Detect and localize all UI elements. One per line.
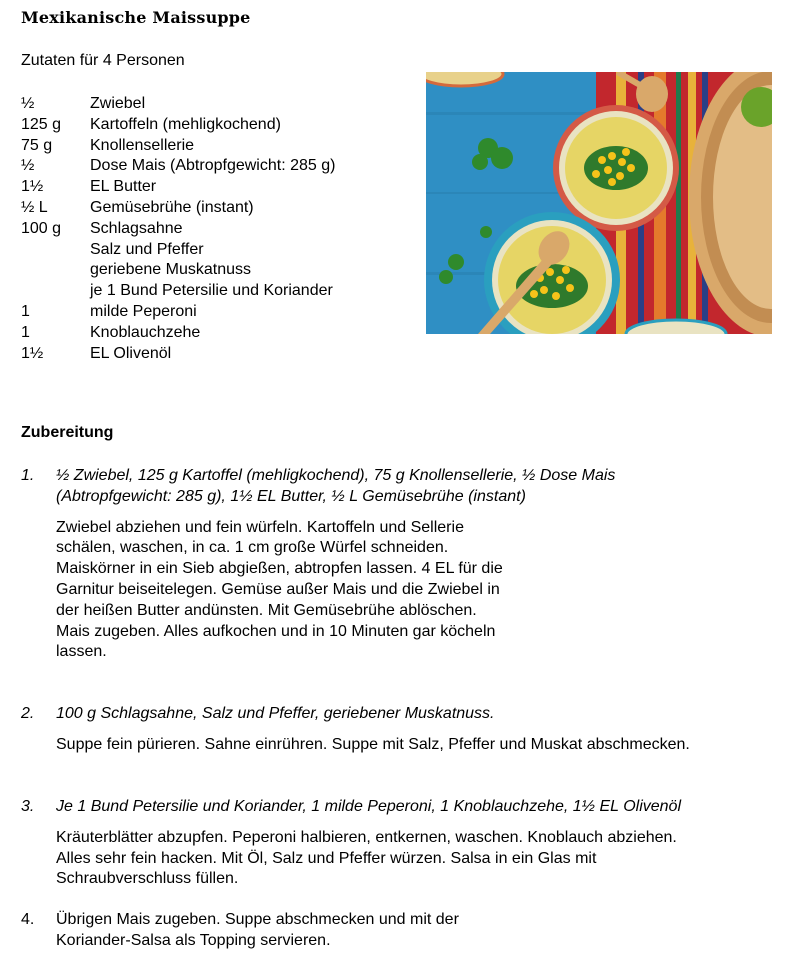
step-4: [21, 910, 781, 952]
ingredient-name: Schlagsahne: [90, 219, 183, 237]
preparation-heading: Zubereitung: [21, 424, 114, 441]
ingredient-name: Dose Mais (Abtropfgewicht: 285 g): [90, 157, 336, 175]
ingredient-name: geriebene Muskatnuss: [90, 261, 251, 279]
step-ingredients: Je 1 Bund Petersilie und Koriander, 1 milde Peperoni, 1 Knoblauchzehe, 1½ EL Olivenöl: [56, 798, 681, 815]
step-instructions: Übrigen Mais zugeben. Suppe abschmecken und mit der Koriander-Salsa als Topping servieren.: [56, 911, 459, 949]
step-number: 2.: [21, 705, 35, 722]
ingredient-amount: ½: [21, 95, 35, 112]
step-ingredients: ½ Zwiebel, 125 g Kartoffel (mehligkochend), 75 g Knollensellerie, ½ Dose Mais (Abtropfgewicht: 285 g), 1½ EL Butter, ½ L Gemüsebrühe (instant): [56, 467, 616, 505]
soup-photo: [426, 72, 772, 334]
step-1: [21, 466, 781, 663]
ingredient-name: Knollensellerie: [90, 136, 195, 154]
ingredient-amount: 1: [21, 323, 30, 341]
ingredient-amount: 75 g: [21, 136, 53, 154]
step-number: 3.: [21, 798, 35, 815]
servings-label: Zutaten für 4 Personen: [21, 52, 185, 69]
ingredient-amount: ½: [21, 157, 35, 175]
ingredient-amount: 125 g: [21, 115, 62, 133]
step-2: [21, 704, 781, 756]
step-ingredients: 100 g Schlagsahne, Salz und Pfeffer, geriebener Muskatnuss.: [56, 705, 495, 722]
ingredient-name: Salz und Pfeffer: [90, 240, 204, 258]
ingredient-amount: 100 g: [21, 219, 62, 237]
ingredient-amount: 1½: [21, 178, 44, 196]
recipe-title: Mexikanische Maissuppe: [21, 8, 251, 27]
ingredient-amount: 1: [21, 302, 30, 320]
ingredient-name: je 1 Bund Petersilie und Koriander: [90, 282, 333, 300]
step-number: 1.: [21, 467, 35, 484]
step-instructions: Kräuterblätter abzupfen. Peperoni halbieren, entkernen, waschen. Knoblauch abziehen. Alles sehr fein hacken. Mit Öl, Salz und Pfeffer würzen. Salsa in ein Glas mit Schraubverschluss füllen.: [56, 828, 677, 888]
step-instructions: Zwiebel abziehen und fein würfeln. Kartoffeln und Sellerie schälen, waschen, in ca. 1 cm große Würfel schneiden. Maiskörner in ein Sieb abgießen, abtropfen lassen. 4 EL für die Garnitur beiseitelegen. Gemüse außer Mais und die Zwiebel in der heißen Butter andünsten. Mit Gemüsebrühe ablöschen. Mais zugeben. Alles aufkochen und in 10 Minuten gar köcheln lassen.: [56, 518, 503, 661]
ingredient-name: milde Peperoni: [90, 302, 197, 320]
step-3: [21, 797, 781, 890]
ingredient-name: EL Olivenöl: [90, 344, 172, 362]
ingredient-name: Gemüsebrühe (instant): [90, 198, 254, 216]
ingredient-amount: 1½: [21, 344, 44, 362]
ingredient-amount: ½ L: [21, 198, 48, 216]
ingredient-name: Knoblauchzehe: [90, 323, 201, 341]
ingredient-name: Zwiebel: [90, 95, 146, 112]
step-number: 4.: [21, 911, 35, 928]
ingredient-name: EL Butter: [90, 178, 157, 196]
step-instructions: Suppe fein pürieren. Sahne einrühren. Suppe mit Salz, Pfeffer und Muskat abschmecken.: [56, 735, 690, 753]
ingredient-name: Kartoffeln (mehligkochend): [90, 115, 281, 133]
